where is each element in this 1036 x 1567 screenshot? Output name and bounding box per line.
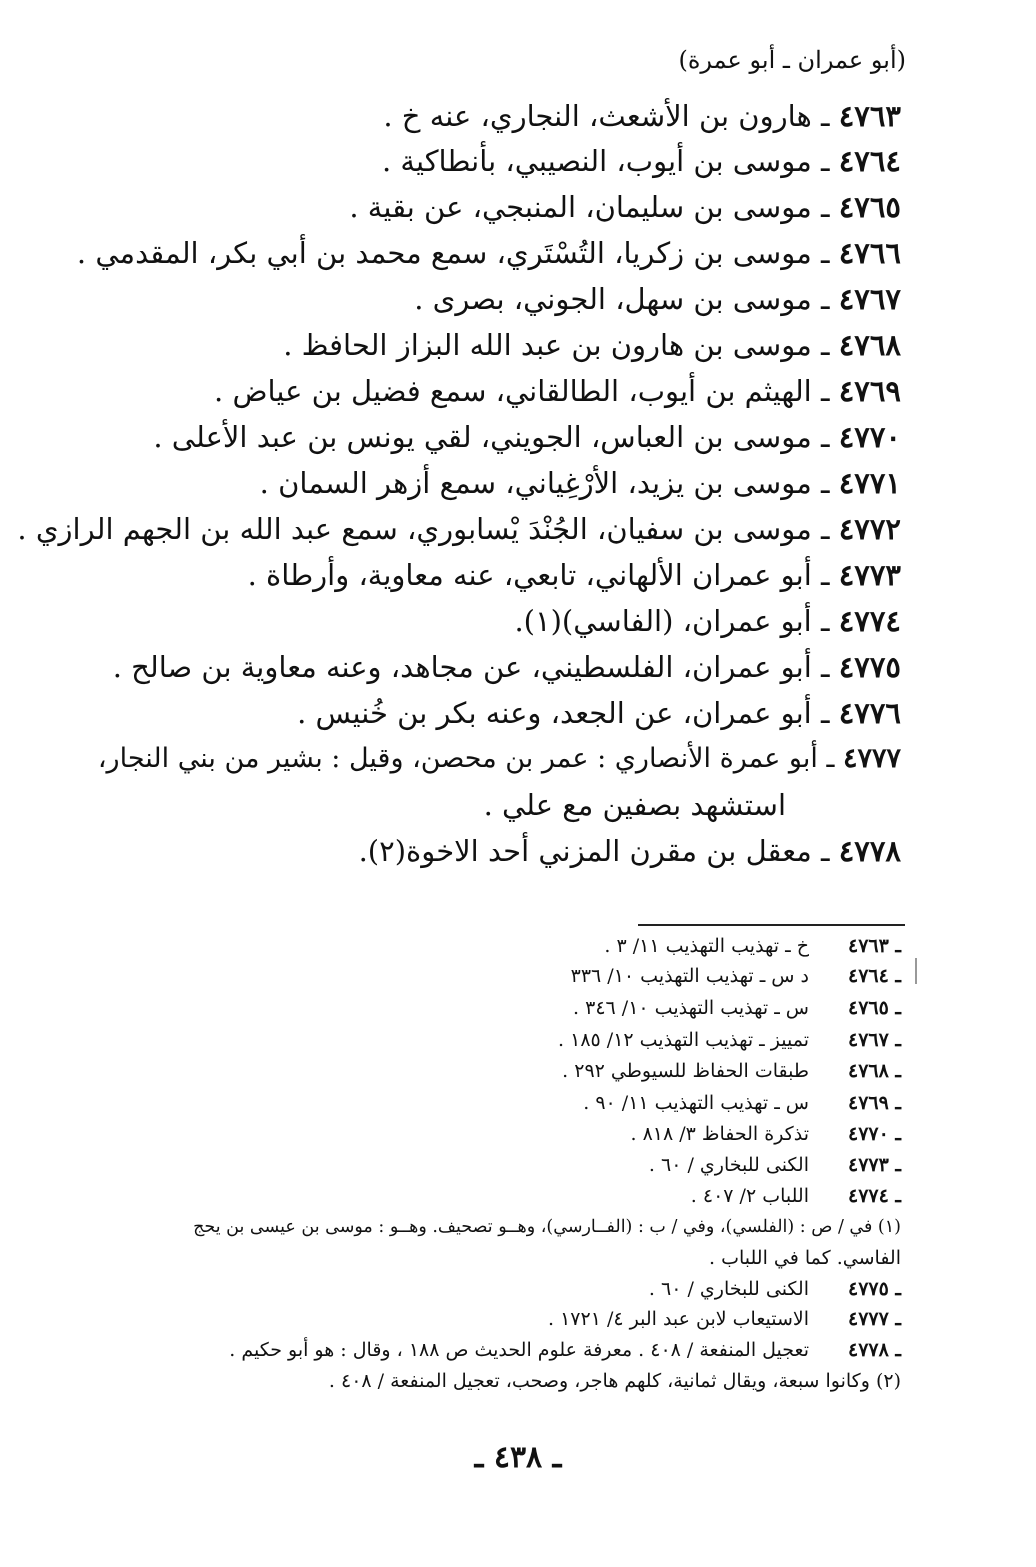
entry-text: أبو عمران الألهاني، تابعي، عنه معاوية، وأرطاة .	[247, 558, 812, 592]
footnote-text: د س ـ تهذيب التهذيب ١٠/ ٣٣٦	[570, 965, 809, 987]
entry-number: ٤٧٦٥	[838, 190, 901, 224]
footnote-text: خ ـ تهذيب التهذيب ١١/ ٣ .	[604, 935, 809, 957]
entry-text: أبو عمران، عن الجعد، وعنه بكر بن خُنيس .	[297, 696, 812, 730]
entry-number: ٤٧٧٨	[838, 834, 901, 868]
page-number: ـ ٤٣٨ ـ	[474, 1440, 562, 1475]
entry-row: ٤٧٧٠ ـ موسى بن العباس، الجويني، لقي يونس بن عبد الأعلى .	[153, 420, 901, 454]
footnote-row	[101, 1336, 901, 1364]
entry-number: ٤٧٧٦	[838, 696, 901, 730]
entry-text: أبو عمرة الأنصاري : عمر بن محصن، وقيل : بشير من بني النجار،	[97, 743, 818, 774]
entry-row: ٤٧٧٣ ـ أبو عمران الألهاني، تابعي، عنه معاوية، وأرطاة .	[247, 558, 901, 592]
footnote-text: تعجيل المنفعة / ٤٠٨ . معرفة علوم الحديث ص ١٨٨ ، وقال : هو أبو حكيم .	[229, 1339, 809, 1361]
entry-number: ٤٧٧٧	[842, 743, 901, 774]
entry-text: معقل بن مقرن المزني أحد الاخوة(٢).	[358, 834, 812, 868]
entry-text: موسى بن هارون بن عبد الله البزاز الحافظ .	[283, 328, 812, 362]
entry-row: ٤٧٦٥ ـ موسى بن سليمان، المنبجي، عن بقية .	[349, 190, 901, 224]
entry-text: موسى بن زكريا، التُسْتَري، سمع محمد بن أبي بكر، المقدمي .	[76, 236, 812, 270]
footnote-row	[101, 1120, 901, 1148]
entry-text: موسى بن سهل، الجوني، بصرى .	[414, 282, 812, 316]
entry-text: موسى بن سليمان، المنبجي، عن بقية .	[349, 190, 812, 224]
footnote-number: ـ ٤٧٧٤	[847, 1185, 901, 1207]
footnote-text: تمييز ـ تهذيب التهذيب ١٢/ ١٨٥ .	[558, 1029, 809, 1051]
footnote-text: طبقات الحفاظ للسيوطي ٢٩٢ .	[562, 1060, 809, 1082]
footnote-row	[101, 1275, 901, 1303]
entry-row: ٤٧٦٨ ـ موسى بن هارون بن عبد الله البزاز الحافظ .	[283, 328, 901, 362]
entry-number: ٤٧٧٢	[838, 512, 901, 546]
footnote-row	[101, 1305, 901, 1333]
entry-row: ٤٧٧٢ ـ موسى بن سفيان، الجُنْدَ يْسابوري، سمع عبد الله بن الجهم الرازي .	[17, 512, 901, 546]
footnote-row	[101, 1026, 901, 1054]
entry-row: ٤٧٧١ ـ موسى بن يزيد، الأرْغِياني، سمع أزهر السمان .	[259, 466, 901, 500]
footnote-number: ـ ٤٧٧٣	[847, 1154, 901, 1176]
footnote-number: ـ ٤٧٧٥	[847, 1278, 901, 1300]
footnote-number: ـ ٤٧٦٧	[847, 1029, 901, 1051]
entry-row: ٤٧٧٦ ـ أبو عمران، عن الجعد، وعنه بكر بن خُنيس .	[297, 696, 901, 730]
entry-text: موسى بن العباس، الجويني، لقي يونس بن عبد الأعلى .	[153, 420, 812, 454]
entry-number: ٤٧٧١	[838, 466, 901, 500]
entry-row: ٤٧٦٤ ـ موسى بن أيوب، النصيبي، بأنطاكية .	[382, 144, 901, 178]
footnote-row	[101, 994, 901, 1022]
entry-row: ٤٧٧٥ ـ أبو عمران، الفلسطيني، عن مجاهد، وعنه معاوية بن صالح .	[112, 650, 901, 684]
footnote-row	[101, 932, 901, 960]
entry-row: ٤٧٦٧ ـ موسى بن سهل، الجوني، بصرى .	[414, 282, 901, 316]
entry-number: ٤٧٧٥	[838, 650, 901, 684]
entry-row: ٤٧٧٨ ـ معقل بن مقرن المزني أحد الاخوة(٢).	[358, 834, 901, 868]
entry-number: ٤٧٧٤	[838, 604, 901, 638]
entry-text: موسى بن أيوب، النصيبي، بأنطاكية .	[382, 144, 812, 178]
entry-text: هارون بن الأشعث، النجاري، عنه خ .	[383, 99, 812, 133]
footnote-number: ـ ٤٧٦٥	[847, 997, 901, 1019]
footnote-text: تذكرة الحفاظ ٣/ ٨١٨ .	[630, 1123, 809, 1145]
entry-row: ٤٧٦٦ ـ موسى بن زكريا، التُسْتَري، سمع محمد بن أبي بكر، المقدمي .	[76, 236, 901, 270]
entry-continuation: استشهد بصفين مع علي .	[483, 788, 786, 822]
footnote-row	[101, 1182, 901, 1210]
footnote-note: الفاسي. كما في اللباب .	[709, 1247, 901, 1269]
entry-number: ٤٧٧٠	[838, 420, 901, 454]
footnote-row	[101, 1057, 901, 1085]
entry-number: ٤٧٧٣	[838, 558, 901, 592]
entry-text: أبو عمران، (الفاسي)(١).	[514, 604, 812, 638]
entry-number: ٤٧٦٨	[838, 328, 901, 362]
footnote-row	[101, 1151, 901, 1179]
footnote-row	[101, 962, 901, 990]
footnote-note: (١) في / ص : (الفلسي)، وفي / ب : (الفــارسي)، وهــو تصحيف. وهــو : موسى بن عيسى بن يحج	[193, 1217, 901, 1237]
entry-text: أبو عمران، الفلسطيني، عن مجاهد، وعنه معاوية بن صالح .	[112, 650, 812, 684]
footnote-note: (٢) وكانوا سبعة، ويقال ثمانية، كلهم هاجر، وصحب، تعجيل المنفعة / ٤٠٨ .	[328, 1370, 901, 1392]
entry-number: ٤٧٦٤	[838, 144, 901, 178]
footnote-number: ـ ٤٧٧٧	[847, 1308, 901, 1330]
footnote-number: ـ ٤٧٧٠	[847, 1123, 901, 1145]
entry-number: ٤٧٦٦	[838, 236, 901, 270]
footnote-number: ـ ٤٧٧٨	[847, 1339, 901, 1361]
entry-text: الهيثم بن أيوب، الطالقاني، سمع فضيل بن عياض .	[214, 374, 812, 408]
footnote-text: الاستيعاب لابن عبد البر ٤/ ١٧٢١ .	[547, 1308, 809, 1330]
entry-row: ٤٧٧٤ ـ أبو عمران، (الفاسي)(١).	[514, 604, 901, 638]
entry-number: ٤٧٦٣	[838, 99, 901, 133]
footnote-text: س ـ تهذيب التهذيب ١٠/ ٣٤٦ .	[573, 997, 809, 1019]
footnote-text: الكنى للبخاري / ٦٠ .	[648, 1154, 809, 1176]
footnote-row	[101, 1089, 901, 1117]
footnote-text: س ـ تهذيب التهذيب ١١/ ٩٠ .	[583, 1092, 809, 1114]
entry-row: ٤٧٦٩ ـ الهيثم بن أيوب، الطالقاني، سمع فضيل بن عياض .	[214, 374, 901, 408]
entry-row: ٤٧٦٣ ـ هارون بن الأشعث، النجاري، عنه خ .	[383, 99, 901, 133]
entry-number: ٤٧٦٩	[838, 374, 901, 408]
entry-row: ٤٧٧٧ ـ أبو عمرة الأنصاري : عمر بن محصن، وقيل : بشير من بني النجار،	[97, 743, 901, 774]
entry-number: ٤٧٦٧	[838, 282, 901, 316]
footnote-number: ـ ٤٧٦٣	[847, 935, 901, 957]
footnote-text: اللباب ٢/ ٤٠٧ .	[690, 1185, 809, 1207]
footnote-divider	[638, 924, 905, 926]
margin-mark	[915, 958, 917, 984]
entry-text: موسى بن سفيان، الجُنْدَ يْسابوري، سمع عبد الله بن الجهم الرازي .	[17, 512, 812, 546]
footnote-text: الكنى للبخاري / ٦٠ .	[648, 1278, 809, 1300]
page-header: (أبو عمران ـ أبو عمرة)	[678, 46, 906, 74]
footnote-number: ـ ٤٧٦٩	[847, 1092, 901, 1114]
footnote-number: ـ ٤٧٦٤	[847, 965, 901, 987]
entry-text: موسى بن يزيد، الأرْغِياني، سمع أزهر السمان .	[259, 466, 812, 500]
footnote-number: ـ ٤٧٦٨	[847, 1060, 901, 1082]
